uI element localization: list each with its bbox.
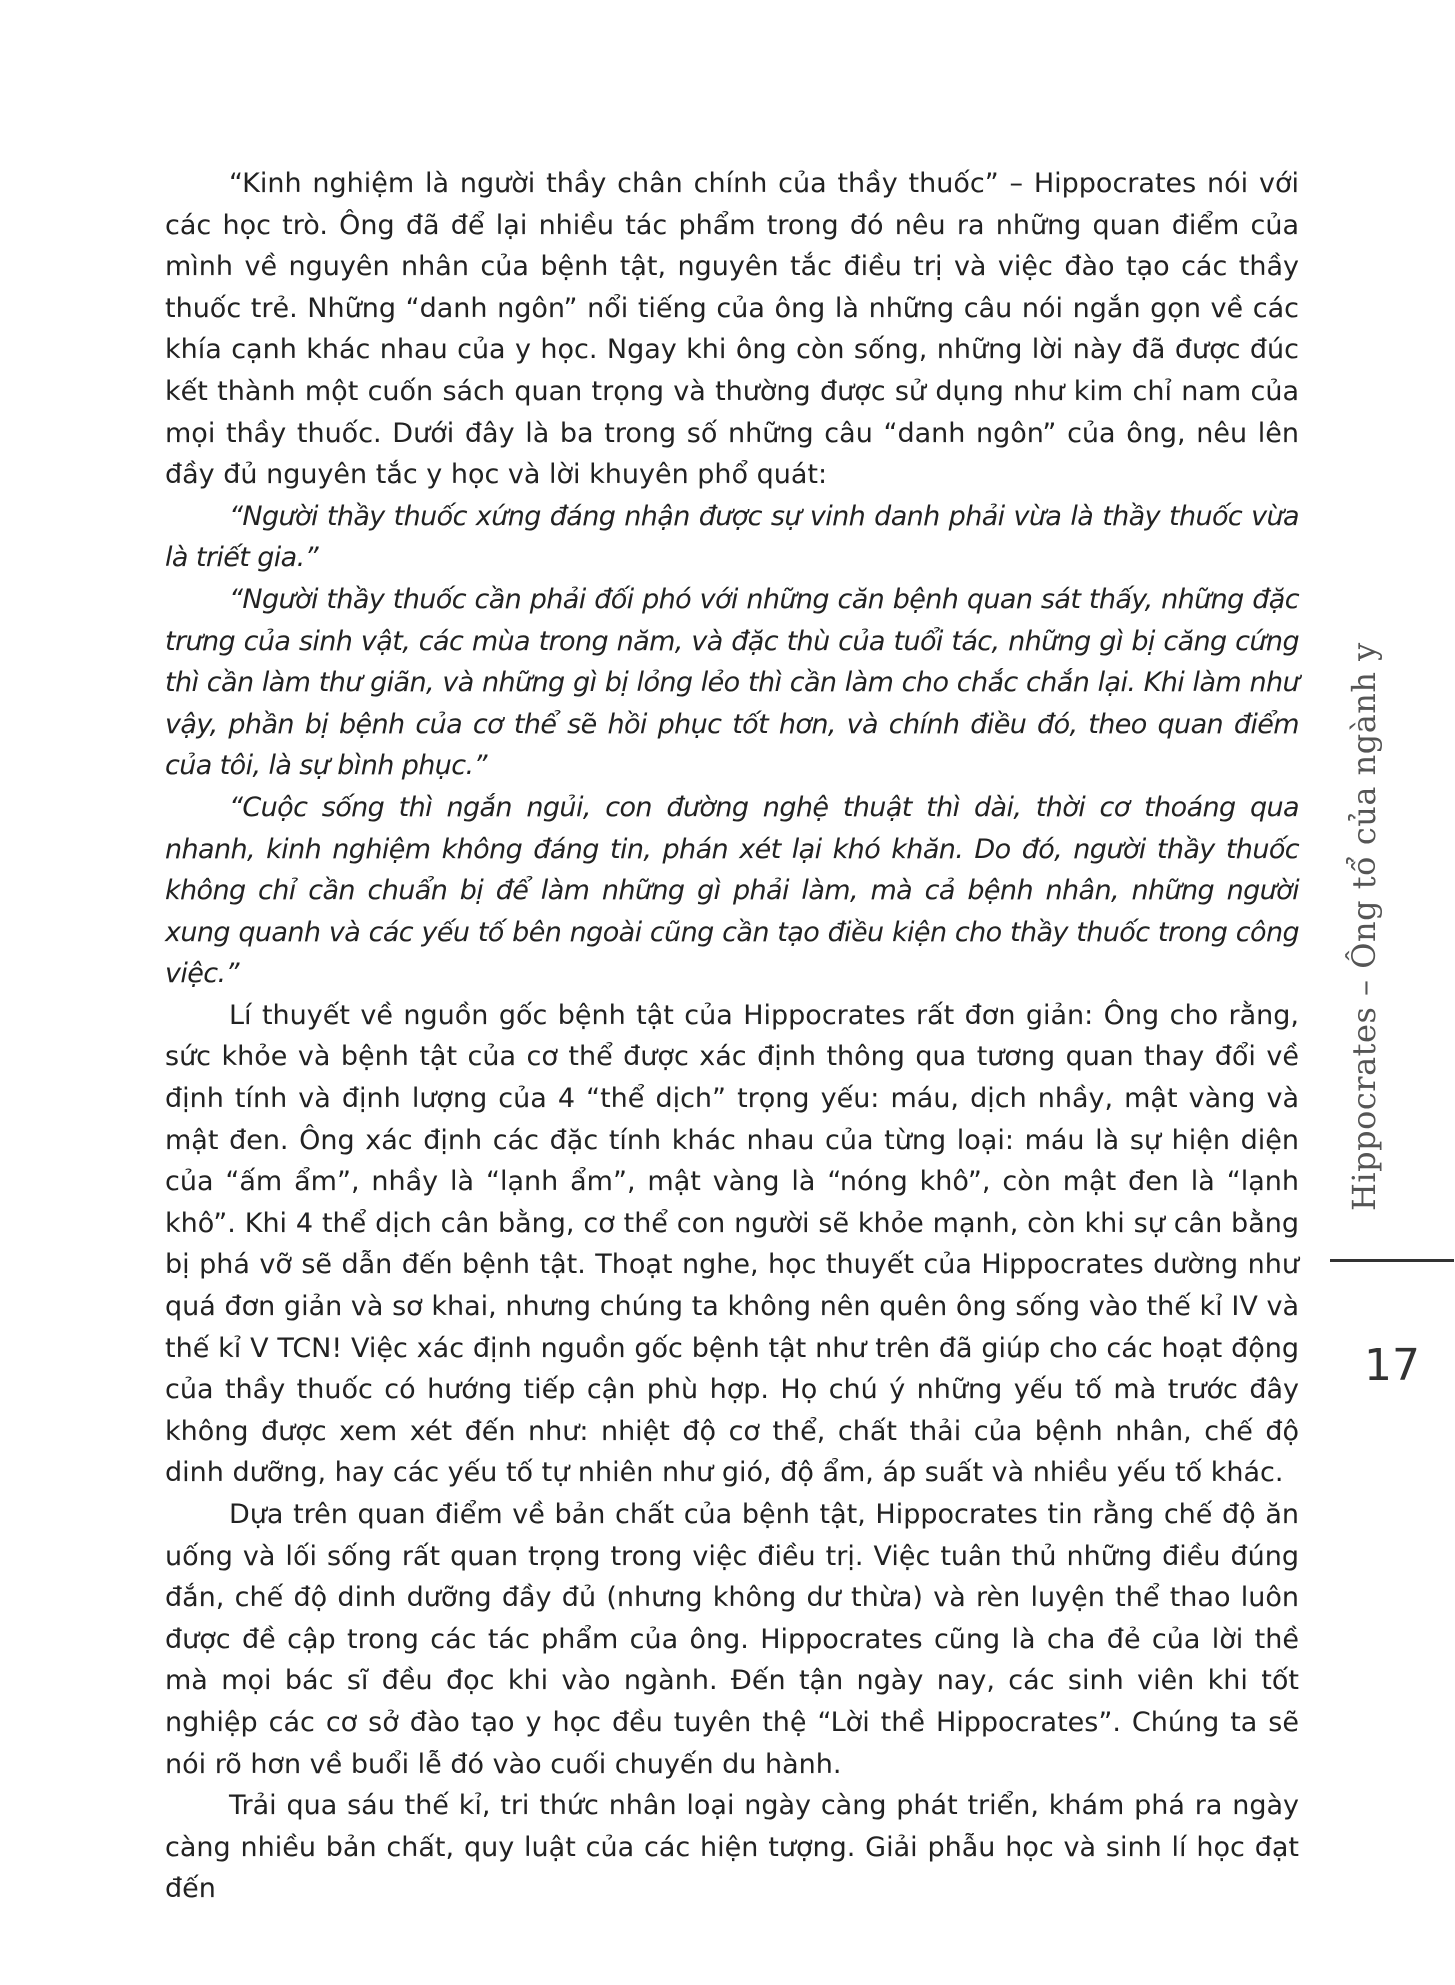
- margin-divider-line: [1330, 1259, 1454, 1262]
- paragraph-humors-theory: Lí thuyết về nguồn gốc bệnh tật của Hippocrates rất đơn giản: Ông cho rằng, sức khỏe và bệnh tật của cơ thể được xác định thông qua tương quan thay đổi về định tính và định lượng của 4 “thể dịch” trọng yếu: máu, dịch nhầy, mật vàng và mật đen. Ông xác định các đặc tính khác nhau của từng loại: máu là sự hiện diện của “ấm ẩm”, nhầy là “lạnh ẩm”, mật vàng là “nóng khô”, còn mật đen là “lạnh khô”. Khi 4 thể dịch cân bằng, cơ thể con người sẽ khỏe mạnh, còn khi sự cân bằng bị phá vỡ sẽ dẫn đến bệnh tật. Thoạt nghe, học thuyết của Hippocrates dường như quá đơn giản và sơ khai, nhưng chúng ta không nên quên ông sống vào thế kỉ IV và thế kỉ V TCN! Việc xác định nguồn gốc bệnh tật như trên đã giúp cho các hoạt động của thầy thuốc có hướng tiếp cận phù hợp. Họ chú ý những yếu tố mà trước đây không được xem xét đến như: nhiệt độ cơ thể, chất thải của bệnh nhân, chế độ dinh dưỡng, hay các yếu tố tự nhiên như gió, độ ẩm, áp suất và nhiều yếu tố khác.: [165, 999, 1299, 1489]
- paragraph-intro: “Kinh nghiệm là người thầy chân chính của thầy thuốc” – Hippocrates nói với các học trò. Ông đã để lại nhiều tác phẩm trong đó nêu ra những quan điểm của mình về nguyên nhân của bệnh tật, nguyên tắc điều trị và việc đào tạo các thầy thuốc trẻ. Những “danh ngôn” nổi tiếng của ông là những câu nói ngắn gọn về các khía cạnh khác nhau của y học. Ngay khi ông còn sống, những lời này đã được đúc kết thành một cuốn sách quan trọng và thường được sử dụng như kim chỉ nam của mọi thầy thuốc. Dưới đây là ba trong số những câu “danh ngôn” của ông, nêu lên đầy đủ nguyên tắc y học và lời khuyên phổ quát:: [165, 168, 1299, 491]
- paragraph-six-centuries: Trải qua sáu thế kỉ, tri thức nhân loại ngày càng phát triển, khám phá ra ngày càng nhiều bản chất, quy luật của các hiện tượng. Giải phẫu học và sinh lí học đạt đến: [165, 1790, 1299, 1905]
- running-chapter-title: Hippocrates – Ông tổ của ngành y: [1345, 642, 1383, 1211]
- aphorism-quote-3: “Cuộc sống thì ngắn ngủi, con đường nghệ thuật thì dài, thời cơ thoáng qua nhanh, kinh nghiệm không đáng tin, phán xét lại khó khăn. Do đó, người thầy thuốc không chỉ cần chuẩn bị để làm những gì phải làm, mà cả bệnh nhân, những người xung quanh và các yếu tố bên ngoài cũng cần tạo điều kiện cho thầy thuốc trong công việc.”: [165, 791, 1299, 990]
- aphorism-quote-1: “Người thầy thuốc xứng đáng nhận được sự vinh danh phải vừa là thầy thuốc vừa là triết gia.”: [165, 500, 1299, 574]
- aphorism-quote-2: “Người thầy thuốc cần phải đối phó với những căn bệnh quan sát thấy, những đặc trưng của sinh vật, các mùa trong năm, và đặc thù của tuổi tác, những gì bị căng cứng thì cần làm thư giãn, và những gì bị lỏng lẻo thì cần làm cho chắc chắn lại. Khi làm như vậy, phần bị bệnh của cơ thể sẽ hồi phục tốt hơn, và chính điều đó, theo quan điểm của tôi, là sự bình phục.”: [165, 583, 1299, 782]
- body-text: [165, 163, 1299, 1910]
- paragraph-diet-and-oath: Dựa trên quan điểm về bản chất của bệnh tật, Hippocrates tin rằng chế độ ăn uống và lối sống rất quan trọng trong việc điều trị. Việc tuân thủ những điều đúng đắn, chế độ dinh dưỡng đầy đủ (nhưng không dư thừa) và rèn luyện thể thao luôn được đề cập trong các tác phẩm của ông. Hippocrates cũng là cha đẻ của lời thề mà mọi bác sĩ đều đọc khi vào ngành. Đến tận ngày nay, các sinh viên khi tốt nghiệp các cơ sở đào tạo y học đều tuyên thệ “Lời thề Hippocrates”. Chúng ta sẽ nói rõ hơn về buổi lễ đó vào cuối chuyến du hành.: [165, 1499, 1299, 1780]
- page-number: 17: [1364, 1340, 1420, 1391]
